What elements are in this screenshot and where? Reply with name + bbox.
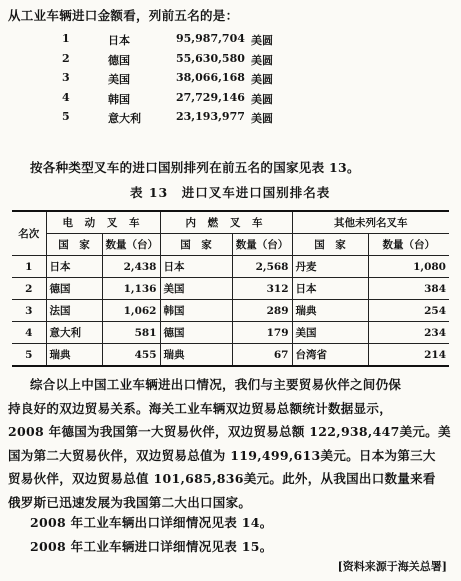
other-quantity-cell: 384 — [368, 278, 449, 300]
intro-text: 从工业车辆进口金额看，列前五名的是： — [8, 8, 239, 23]
forklift-table-intro: 按各种类型叉车的进口国别排列在前五名的国家见表 13。 — [30, 160, 360, 175]
ranking-row — [0, 71, 461, 89]
combustion-quantity-cell: 312 — [232, 278, 292, 300]
table-row — [12, 322, 449, 344]
electric-forklift-header: 电 动 叉 车 — [46, 211, 160, 234]
electric-quantity-cell: 2,438 — [102, 256, 160, 278]
quantity-header: 数量（台） — [232, 234, 292, 256]
combustion-country-cell: 德国 — [160, 322, 232, 344]
ranking-unit: 美圆 — [251, 53, 273, 67]
ranking-amount: 23,193,977 — [176, 110, 245, 123]
electric-country-cell: 法国 — [46, 300, 102, 322]
other-country-cell: 台湾省 — [292, 344, 368, 367]
summary-line: 国为第二大贸易伙伴，双边贸易总值为 119,499,613美元。日本为第三大 — [8, 447, 436, 463]
ranking-unit: 美圆 — [251, 112, 273, 125]
ranking-rank: 5 — [62, 110, 70, 123]
table-row — [12, 278, 449, 300]
combustion-quantity-cell: 67 — [232, 344, 292, 367]
summary-line: 贸易伙伴，双边贸易总值 101,685,836美元。此外，从我国出口数量来看 — [8, 471, 436, 486]
combustion-country-cell: 瑞典 — [160, 344, 232, 367]
import-table-reference: 2008 年工业车辆进口详细情况见表 15。 — [30, 539, 273, 554]
electric-quantity-cell: 1,062 — [102, 300, 160, 322]
ranking-country: 日本 — [108, 34, 130, 47]
country-header: 国 家 — [160, 234, 232, 256]
ranking-unit: 美圆 — [251, 73, 273, 86]
electric-country-cell: 日本 — [46, 256, 102, 278]
combustion-quantity-cell: 289 — [232, 300, 292, 322]
ranking-rank: 3 — [62, 71, 70, 84]
quantity-header: 数量（台） — [102, 234, 160, 256]
electric-country-cell: 德国 — [46, 278, 102, 300]
quantity-header: 数量（台） — [368, 234, 449, 256]
combustion-quantity-cell: 2,568 — [232, 256, 292, 278]
summary-line: 2008 年德国为我国第一大贸易伙伴，双边贸易总额 122,938,447美元。美 — [8, 424, 451, 439]
ranking-row — [0, 91, 461, 109]
ranking-amount: 27,729,146 — [176, 90, 245, 104]
other-country-cell: 日本 — [292, 278, 368, 300]
ranking-rank: 1 — [62, 32, 70, 45]
summary-line: 持良好的双边贸易关系。海关工业车辆双边贸易总额统计数据显示， — [8, 400, 393, 416]
combustion-forklift-header: 内 燃 叉 车 — [160, 211, 292, 234]
ranking-country: 韩国 — [108, 92, 130, 106]
ranking-row — [0, 32, 461, 50]
summary-line: 综合以上中国工业车辆进出口情况，我们与主要贸易伙伴之间仍保 — [30, 377, 402, 392]
other-quantity-cell: 214 — [368, 344, 449, 367]
combustion-country-cell: 韩国 — [160, 300, 232, 322]
export-table-reference: 2008 年工业车辆出口详细情况见表 14。 — [30, 515, 273, 530]
other-quantity-cell: 254 — [368, 300, 449, 322]
other-quantity-cell: 1,080 — [368, 256, 449, 278]
ranking-amount: 95,987,704 — [176, 32, 245, 45]
rank-cell: 4 — [12, 322, 46, 344]
forklift-import-table — [12, 210, 449, 367]
table-row — [12, 300, 449, 322]
ranking-unit: 美圆 — [251, 34, 273, 47]
ranking-amount: 38,066,168 — [176, 71, 245, 84]
rank-cell: 2 — [12, 278, 46, 300]
country-header: 国 家 — [46, 234, 102, 256]
table-sub-header-row — [12, 234, 449, 256]
rank-cell: 3 — [12, 300, 46, 322]
country-header: 国 家 — [292, 234, 368, 256]
electric-quantity-cell: 455 — [102, 344, 160, 367]
electric-quantity-cell: 1,136 — [102, 278, 160, 300]
ranking-row — [0, 110, 461, 128]
ranking-rank: 4 — [62, 90, 70, 104]
combustion-quantity-cell: 179 — [232, 322, 292, 344]
rank-cell: 5 — [12, 344, 46, 367]
electric-country-cell: 意大利 — [46, 322, 102, 344]
other-forklift-header: 其他未列名叉车 — [292, 211, 449, 234]
electric-quantity-cell: 581 — [102, 322, 160, 344]
other-quantity-cell: 234 — [368, 322, 449, 344]
ranking-country: 意大利 — [108, 112, 141, 125]
ranking-rank: 2 — [62, 51, 70, 65]
source-note: [资料来源于海关总署] — [337, 560, 447, 573]
table-row — [12, 256, 449, 278]
ranking-country: 德国 — [108, 53, 130, 67]
ranking-amount: 55,630,580 — [176, 51, 245, 65]
other-country-cell: 丹麦 — [292, 256, 368, 278]
table-group-header-row — [12, 211, 449, 234]
ranking-unit: 美圆 — [251, 92, 273, 106]
table-caption: 表 13 进口叉车进口国别排名表 — [130, 185, 331, 200]
combustion-country-cell: 美国 — [160, 278, 232, 300]
ranking-country: 美国 — [108, 73, 130, 86]
other-country-cell: 瑞典 — [292, 300, 368, 322]
combustion-country-cell: 日本 — [160, 256, 232, 278]
summary-line: 俄罗斯已迅速发展为我国第二大出口国家。 — [8, 494, 252, 510]
rank-cell: 1 — [12, 256, 46, 278]
rank-column-header: 名次 — [12, 211, 46, 256]
table-row — [12, 344, 449, 367]
electric-country-cell: 瑞典 — [46, 344, 102, 367]
other-country-cell: 美国 — [292, 322, 368, 344]
ranking-row — [0, 52, 461, 70]
